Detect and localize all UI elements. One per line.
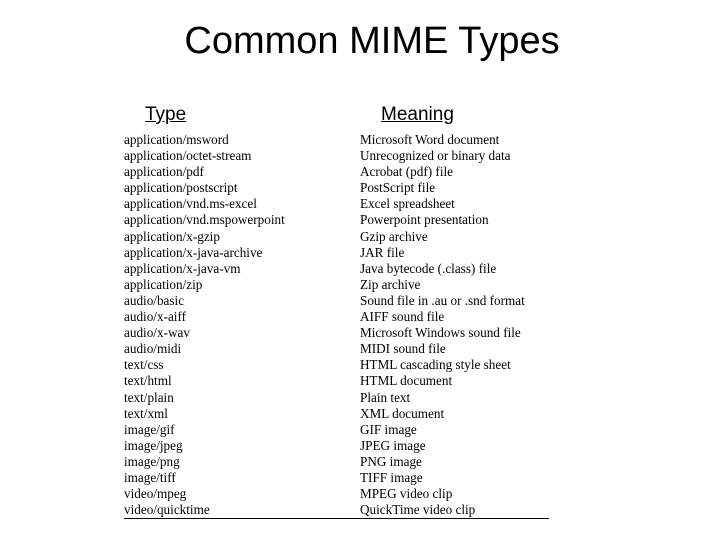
meaning-cell: Sound file in .au or .snd format (360, 292, 525, 308)
meaning-cell: PostScript file (360, 180, 436, 196)
table-row (124, 406, 549, 422)
mime-type-cell: text/css (124, 357, 164, 373)
meaning-cell: Acrobat (pdf) file (360, 164, 454, 180)
meaning-cell: MIDI sound file (360, 341, 446, 357)
mime-type-cell: image/gif (124, 421, 175, 437)
mime-type-cell: image/png (124, 453, 180, 469)
meaning-cell: Gzip archive (360, 228, 428, 244)
meaning-column-header: Meaning (381, 104, 454, 125)
meaning-cell: GIF image (360, 421, 417, 437)
table-row (124, 486, 549, 502)
mime-type-cell: application/vnd.ms-excel (124, 196, 257, 212)
table-row (124, 341, 549, 357)
meaning-cell: HTML cascading style sheet (360, 357, 511, 373)
mime-type-cell: application/postscript (124, 180, 238, 196)
table-row (124, 422, 549, 438)
mime-type-cell: audio/midi (124, 341, 182, 357)
mime-type-cell: image/tiff (124, 469, 176, 485)
table-row (124, 132, 549, 148)
meaning-cell: Zip archive (360, 276, 421, 292)
mime-type-cell: application/pdf (124, 164, 204, 180)
table-row (124, 196, 549, 212)
table-row (124, 470, 549, 486)
mime-type-cell: text/html (124, 373, 172, 389)
mime-type-cell: application/x-java-archive (124, 244, 263, 260)
meaning-cell: QuickTime video clip (360, 502, 476, 518)
mime-type-cell: audio/x-wav (124, 325, 190, 341)
table-row (124, 245, 549, 261)
mime-type-cell: application/msword (124, 132, 229, 147)
meaning-cell: Java bytecode (.class) file (360, 260, 497, 276)
table-row (124, 309, 549, 325)
mime-type-cell: audio/x-aiff (124, 309, 187, 325)
mime-type-cell: application/x-java-vm (124, 260, 241, 276)
table-row (124, 454, 549, 470)
mime-type-cell: application/octet-stream (124, 148, 252, 164)
table-row (124, 357, 549, 373)
meaning-cell: TIFF image (360, 469, 423, 485)
mime-type-cell: text/plain (124, 389, 174, 405)
meaning-cell: XML document (360, 405, 445, 421)
type-column-header: Type (145, 104, 187, 125)
meaning-cell: HTML document (360, 373, 453, 389)
meaning-cell: Microsoft Windows sound file (360, 325, 521, 341)
table-row (124, 502, 549, 518)
table-row (124, 325, 549, 341)
table-row (124, 180, 549, 196)
mime-type-cell: application/zip (124, 276, 203, 292)
meaning-cell: Microsoft Word document (360, 132, 500, 147)
table-row (124, 390, 549, 406)
mime-type-cell: video/quicktime (124, 502, 210, 518)
table-row (124, 212, 549, 228)
meaning-cell: JAR file (360, 244, 405, 260)
meaning-cell: Plain text (360, 389, 411, 405)
table-row (124, 229, 549, 245)
meaning-cell: Powerpoint presentation (360, 212, 489, 228)
table-row (124, 164, 549, 180)
mime-type-cell: audio/basic (124, 292, 185, 308)
table-row (124, 293, 549, 309)
table-row (124, 438, 549, 454)
meaning-cell: Excel spreadsheet (360, 196, 455, 212)
mime-type-cell: text/xml (124, 405, 168, 421)
table-row (124, 373, 549, 389)
table-row (124, 148, 549, 164)
mime-type-cell: video/mpeg (124, 486, 187, 502)
mime-types-table (124, 132, 549, 519)
meaning-cell: MPEG video clip (360, 486, 453, 502)
meaning-cell: Unrecognized or binary data (360, 148, 511, 164)
meaning-cell: PNG image (360, 453, 422, 469)
table-row (124, 261, 549, 277)
meaning-cell: JPEG image (360, 437, 426, 453)
mime-type-cell: application/vnd.mspowerpoint (124, 212, 285, 228)
table-row (124, 277, 549, 293)
slide-title: Common MIME Types (184, 20, 560, 62)
meaning-cell: AIFF sound file (360, 309, 445, 325)
mime-type-cell: application/x-gzip (124, 228, 220, 244)
mime-type-cell: image/jpeg (124, 437, 183, 453)
